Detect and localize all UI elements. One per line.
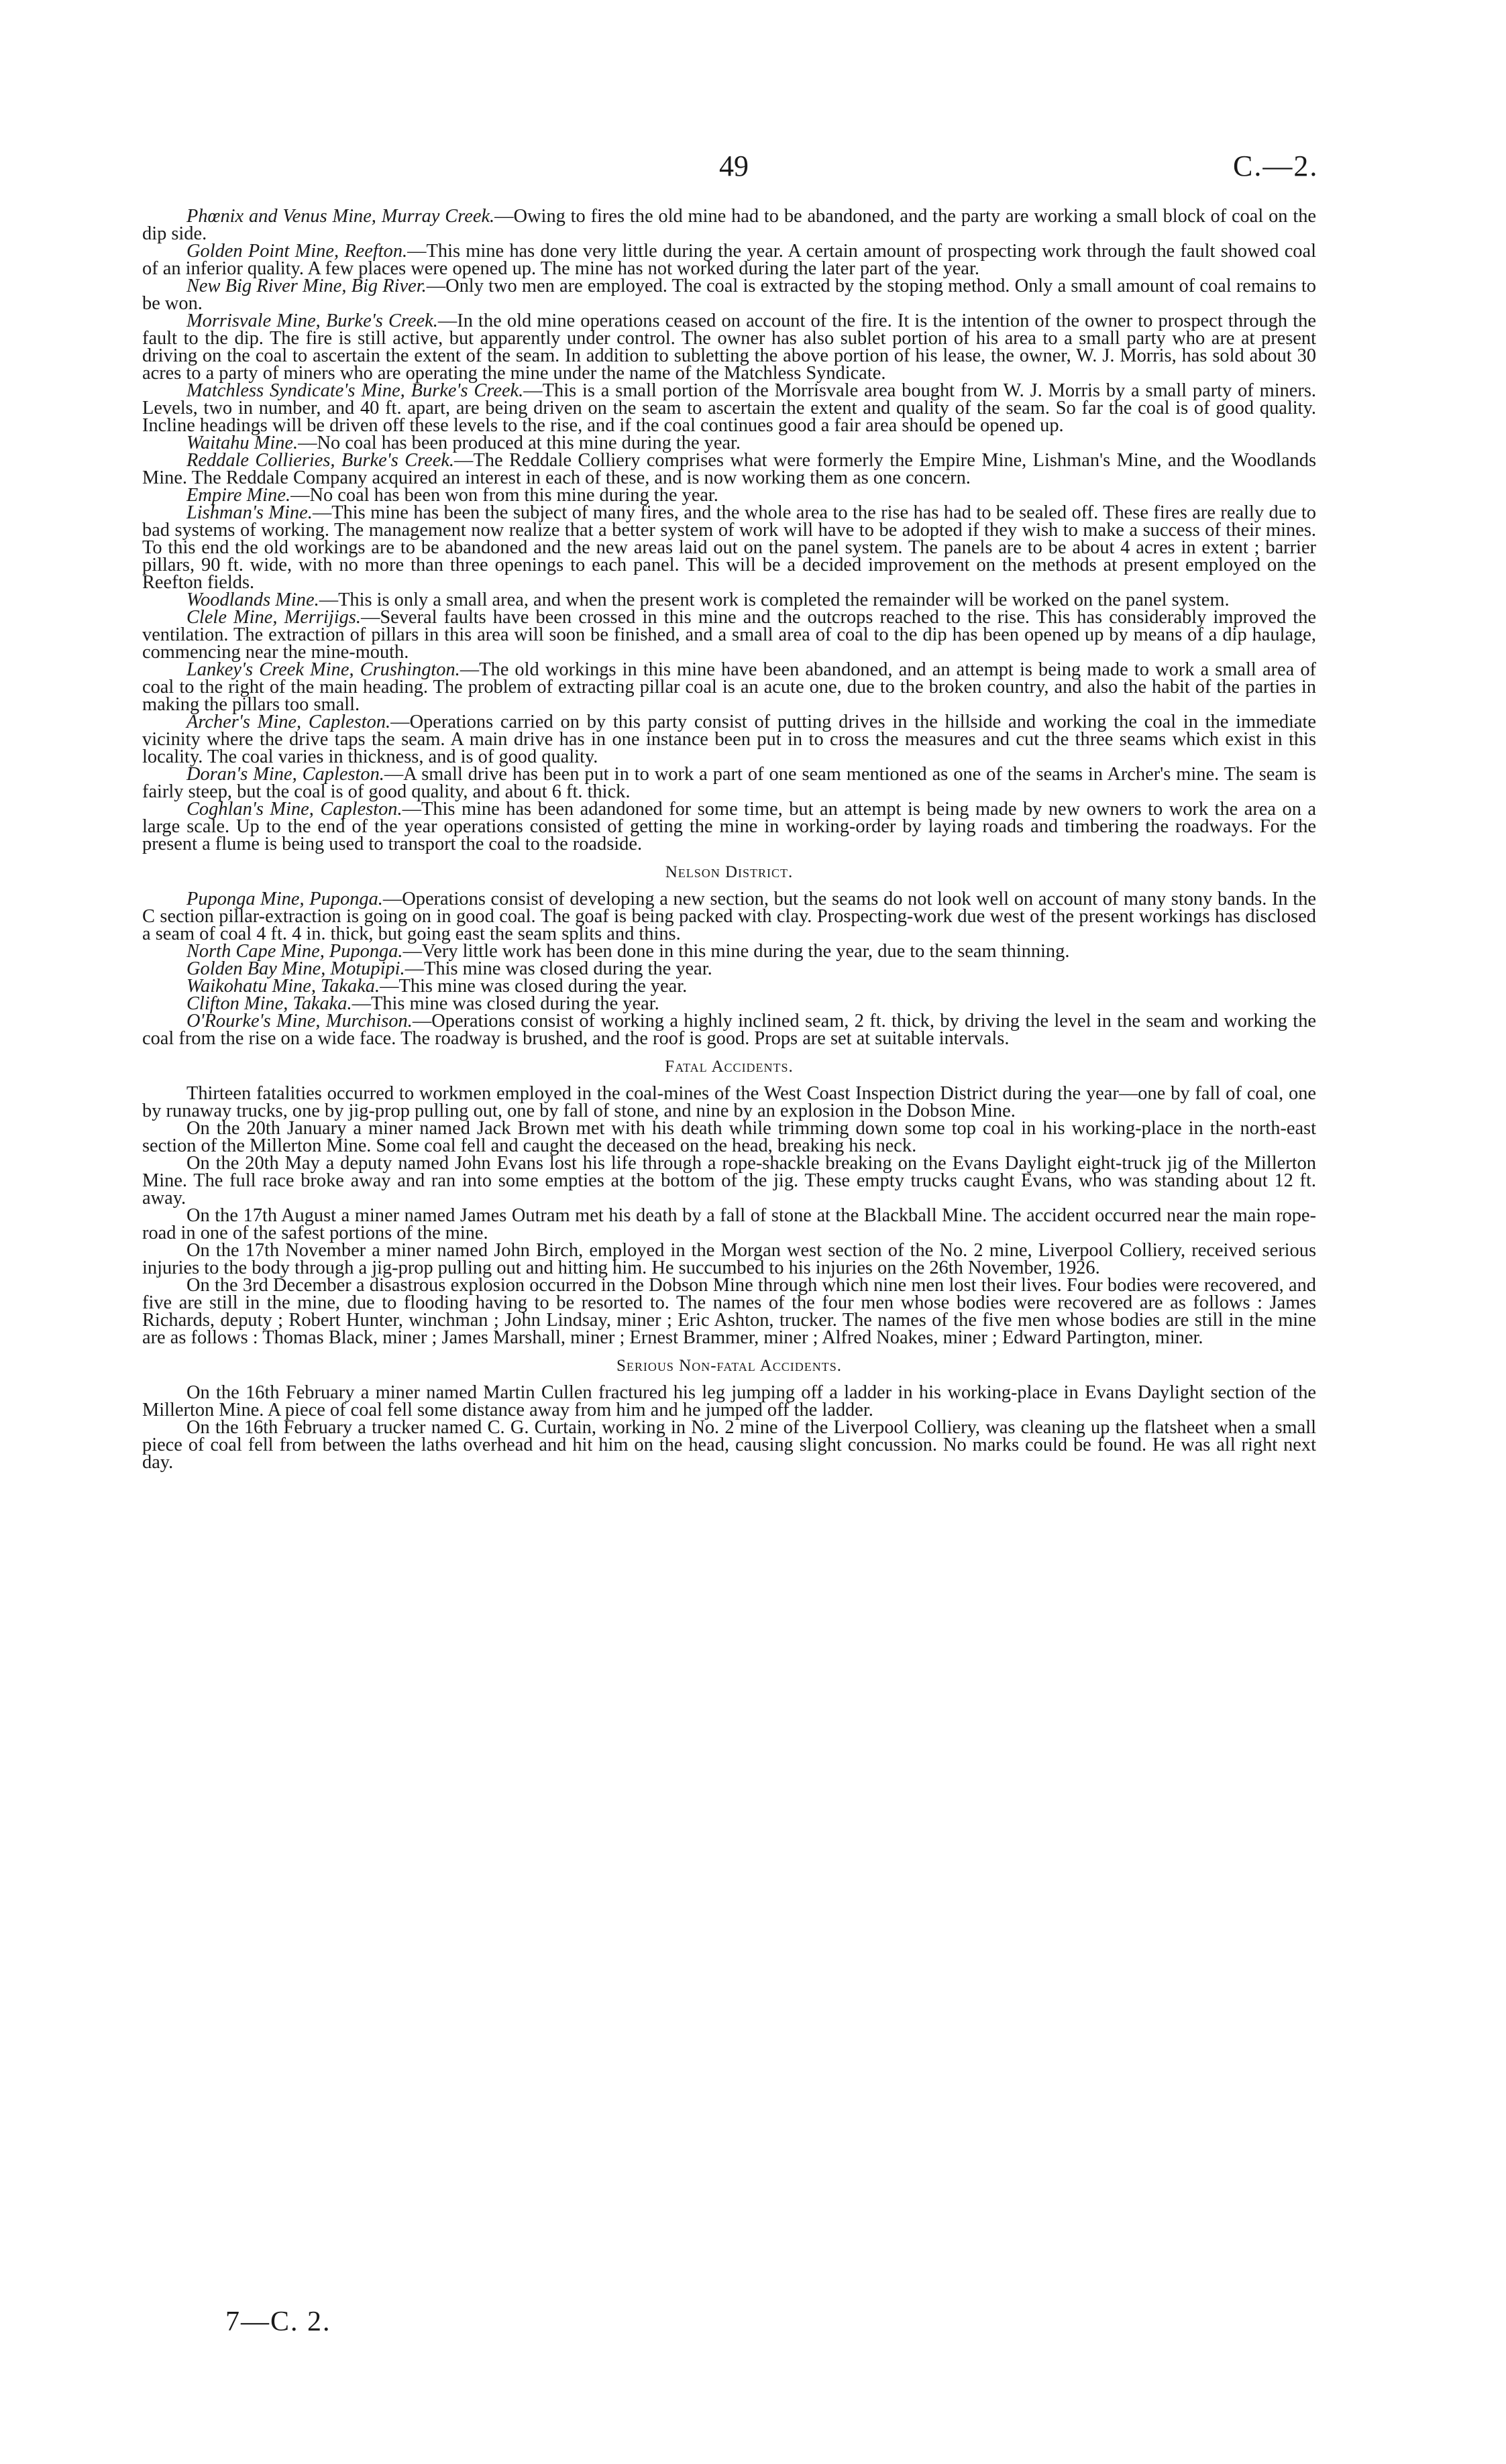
mine-paragraph [142, 801, 1316, 853]
accident-paragraph: On the 16th February a miner named Martin Cullen fractured his leg jumping off a ladder in his working-place in Evans Daylight section of the Millerton Mine. A piece of coal fell some distance away from him and he jumped off the ladder. [142, 1382, 1316, 1420]
mine-title: Morrisvale Mine, Burke's Creek. [186, 311, 438, 331]
mine-text: —Operations consist of developing a new section, but the seams do not look well on account of many stony bands. In the C section pillar-extraction is going on in good coal. The goaf is being packed with clay. Prospecting-work due west of the present workings has disclosed a seam of coal 4 ft. 4 in. thick, but going east the seam splits and thins. [142, 889, 1316, 944]
mine-title: Matchless Syndicate's Mine, Burke's Creek. [186, 380, 524, 401]
mine-text: —Owing to fires the old mine had to be abandoned, and the party are working a small block of coal on the dip side. [142, 206, 1317, 244]
mine-text: —No coal has been produced at this mine during the year. [298, 433, 741, 453]
section-heading: Serious Non-fatal Accidents. [616, 1357, 842, 1375]
mine-text: —Operations consist of working a highly inclined seam, 2 ft. thick, by driving the level in the seam and working the coal from the rise on a wide face. The roadway is brushed, and the roof is good. Props are set at suitable intervals. [142, 1011, 1316, 1049]
mine-title: Doran's Mine, Capleston. [186, 764, 384, 785]
mine-title: Woodlands Mine. [186, 590, 319, 610]
mine-text: —The Reddale Colliery comprises what were formerly the Empire Mine, Lishman's Mine, and the Woodlands Mine. The Reddale Company acquired an interest in each of these, and is now working them as one concern. [142, 450, 1316, 488]
mine-paragraph [142, 278, 1316, 313]
page-header [0, 149, 1506, 189]
non-fatal-accidents-section [142, 1357, 1316, 1471]
accident-paragraph: On the 16th February a trucker named C. G. Curtain, working in No. 2 mine of the Liverpool Colliery, was cleaning up the flatsheet when a small piece of coal fell from between the laths overhead and hit him on the head, causing slight concussion. No marks could be found. He was all right next day. [142, 1417, 1316, 1473]
mine-text: —Only two men are employed. The coal is extracted by the stoping method. Only a small amount of coal remains to be won. [142, 276, 1317, 314]
mine-text: —Very little work has been done in this mine during the year, due to the seam thinning. [402, 941, 1070, 962]
mine-text: —This is only a small area, and when the present work is completed the remainder will be worked on the panel system. [319, 590, 1230, 610]
mine-text: —In the old mine operations ceased on account of the fire. It is the intention of the owner to prospect through the fault to the dip. The fire is still active, but apparently under control. The owner has also sublet portion of his area to a small party who are at present driving on the coal to ascertain the extent of the seam. In addition to subletting the above portion of his lease, the owner, W. J. Morris, has sold about 30 acres to a party of miners who are operating the mine under the name of the Matchless Syndicate. [142, 311, 1316, 384]
mine-title: Coghlan's Mine, Capleston. [186, 799, 402, 820]
mine-paragraph [142, 243, 1316, 278]
accident-paragraph: On the 20th May a deputy named John Evans lost his life through a rope-shackle breaking on the Evans Daylight eight-truck jig of the Millerton Mine. The full race broke away and ran into some empties at the bottom of the jig. These empty trucks caught Evans, who was standing about 12 ft. away. [142, 1153, 1316, 1209]
mine-text: —A small drive has been put in to work a part of one seam mentioned as one of the seams in Archer's mine. The seam is fairly steep, but the coal is of good quality, and about 6 ft. thick. [142, 764, 1317, 802]
fatal-accidents-section [142, 1058, 1316, 1347]
mine-title: Archer's Mine, Capleston. [186, 712, 391, 732]
mine-text: —Several faults have been crossed in this mine and the outcrops reached to the rise. This has considerably improved the ventilation. The extraction of pillars in this area will soon be finished, and a small area of coal to the dip has been opened up by means of a dip haulage, commencing near the mine-mouth. [142, 607, 1316, 663]
mine-text: —This mine has done very little during the year. A certain amount of prospecting work through the fault showed coal of an inferior quality. A few places were opened up. The mine has not worked during the later part of the year. [142, 241, 1316, 279]
mine-title: Lishman's Mine. [186, 502, 313, 523]
accident-paragraph: On the 17th November a miner named John Birch, employed in the Morgan west section of the No. 2 mine, Liverpool Colliery, received serious injuries to the body through a jig-prop pulling out and hitting him. He succumbed to his injuries on the 26th November, 1926. [142, 1240, 1316, 1278]
mine-title: Empire Mine. [186, 485, 291, 506]
mine-title: Puponga Mine, Puponga. [186, 889, 383, 909]
page-number: 49 [719, 150, 749, 182]
mine-title: Lankey's Creek Mine, Crushington. [186, 659, 460, 680]
mine-paragraph [142, 504, 1316, 592]
mine-title: North Cape Mine, Puponga. [186, 941, 403, 962]
mine-paragraph [142, 382, 1316, 435]
accident-paragraph: On the 20th January a miner named Jack Brown met with his death while trimming down some top coal in his working-place in the north-east section of the Millerton Mine. Some coal fell and caught the deceased on the head, breaking his neck. [142, 1118, 1316, 1156]
mine-title: O'Rourke's Mine, Murchison. [186, 1011, 413, 1031]
mine-title: Waikohatu Mine, Takaka. [186, 976, 380, 997]
section-heading: Nelson District. [665, 863, 794, 881]
mine-text: —No coal has been won from this mine during the year. [290, 485, 718, 506]
mine-text: —This mine was closed during the year. [380, 976, 688, 997]
mine-title: Reddale Collieries, Burke's Creek. [186, 450, 455, 471]
mine-text: —The old workings in this mine have been abandoned, and an attempt is being made to work a small area of coal to the right of the main heading. The problem of extracting pillar coal is an acute one, due to the broken country, and also the habit of the parties in making the pillars too small. [142, 659, 1316, 715]
mine-paragraph [142, 1013, 1316, 1048]
mine-text: —This is a small portion of the Morrisvale area bought from W. J. Morris by a small party of miners. Levels, two in number, and 40 ft. apart, are being driven on the seam to ascertain the extent and quality of the seam. So far the coal is of good quality. Incline headings will be driven off these levels to the rise, and if the coal continues good a fair area should be opened up. [142, 380, 1316, 436]
mine-paragraph [142, 661, 1316, 714]
mine-paragraph [142, 766, 1316, 801]
mine-title: New Big River Mine, Big River. [186, 276, 427, 296]
mine-text: —This mine has been the subject of many fires, and the whole area to the rise has had to be sealed off. These fires are really due to bad systems of working. The management now realize that a better system of work will have to be adopted if they wish to make a success of their mines. To this end the old workings are to be abandoned and the new areas laid out on the panel system. The panels are to be about 4 acres in extent ; barrier pillars, 90 ft. wide, with no more than three openings to each panel. This will be a decided improvement on the methods at present employed on the Reefton fields. [142, 502, 1316, 593]
mine-paragraph [142, 313, 1316, 382]
accident-paragraph: Thirteen fatalities occurred to workmen employed in the coal-mines of the West Coast Inspection District during the year—one by fall of coal, one by runaway trucks, one by jig-prop pulling out, one by fall of stone, and nine by an explosion in the Dobson Mine. [142, 1083, 1316, 1121]
mine-paragraph [142, 891, 1316, 943]
nelson-district-section [142, 864, 1316, 1048]
mine-text: —This mine was closed during the year. [352, 993, 659, 1014]
west-coast-mines-section [142, 208, 1316, 853]
mine-title: Phœnix and Venus Mine, Murray Creek. [186, 206, 495, 227]
mine-title: Golden Point Mine, Reefton. [186, 241, 408, 262]
accident-paragraph: On the 17th August a miner named James Outram met his death by a fall of stone at the Blackball Mine. The accident occurred near the main rope-road in one of the safest portions of the mine. [142, 1205, 1316, 1243]
signature-mark: 7—C. 2. [225, 2306, 331, 2337]
mine-paragraph [142, 208, 1316, 243]
mine-title: Golden Bay Mine, Motupipi. [186, 958, 405, 979]
mine-paragraph [142, 609, 1316, 661]
document-code: C.—2. [1233, 150, 1319, 182]
section-heading: Fatal Accidents. [665, 1058, 794, 1076]
accident-paragraph: On the 3rd December a disastrous explosion occurred in the Dobson Mine through which nine men lost their lives. Four bodies were recovered, and five are still in the mine, due to flooding having to be resorted to. The names of the four men whose bodies were recovered are as follows : James Richards, deputy ; Robert Hunter, winchman ; John Lindsay, miner ; Eric Ashton, trucker. The names of the five men whose bodies are still in the mine are as follows : Thomas Black, miner ; James Marshall, miner ; Ernest Brammer, miner ; Alfred Noakes, miner ; Edward Partington, miner. [142, 1275, 1316, 1348]
mine-paragraph [142, 452, 1316, 487]
mine-title: Clele Mine, Merrijigs. [186, 607, 361, 628]
document-body [142, 208, 1316, 1471]
mine-text: —This mine has been adandoned for some time, but an attempt is being made by new owners to work the area on a large scale. Up to the end of the year operations consisted of getting the mine in working-order by laying roads and timbering the roadways. For the present a flume is being used to transport the coal to the roadside. [142, 799, 1316, 854]
mine-paragraph [142, 714, 1316, 766]
mine-text: —This mine was closed during the year. [405, 958, 712, 979]
mine-title: Clifton Mine, Takaka. [186, 993, 352, 1014]
mine-text: —Operations carried on by this party consist of putting drives in the hillside and working the coal in the immediate vicinity where the drive taps the seam. A main drive has in one instance been put in to cross the measures and cut the three seams which exist in this locality. The coal varies in thickness, and is of good quality. [142, 712, 1316, 767]
mine-title: Waitahu Mine. [186, 433, 299, 453]
